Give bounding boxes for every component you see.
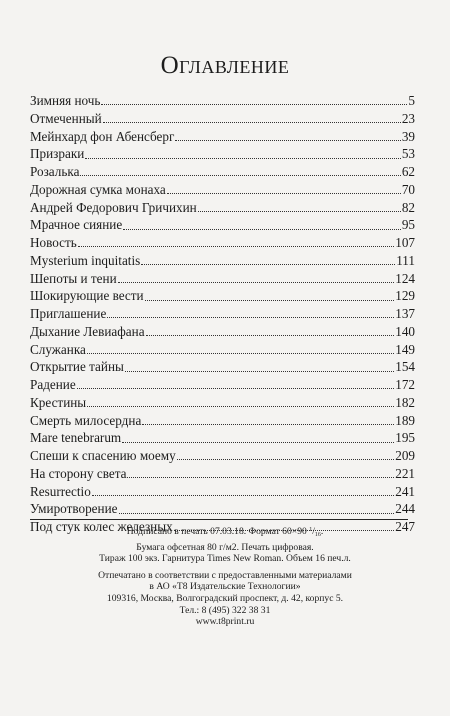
toc-entry <box>30 181 415 199</box>
toc-entry <box>30 376 415 394</box>
toc-entry-page: 39 <box>401 128 415 144</box>
imprint-printer: в АО «Т8 Издательские Технологии» <box>149 581 301 593</box>
toc-entry-title: Resurrectio <box>30 483 91 499</box>
toc-leader-dots <box>142 424 394 425</box>
toc-entry-page: 137 <box>395 306 415 321</box>
page-title: Оглавление <box>160 52 290 79</box>
toc-entry-page: 5 <box>408 93 415 108</box>
toc-leader-dots <box>177 459 395 460</box>
imprint-printed-note: Отпечатано в соответствии с предоставленными материалами <box>98 569 352 581</box>
toc-entry-title: Приглашение <box>30 306 107 321</box>
toc-entry-page: 149 <box>395 341 415 357</box>
toc-entry <box>30 92 415 110</box>
toc-entry-title: Мрачное сияние <box>30 217 123 233</box>
toc-entry-title: Mare tenebrarum <box>30 430 122 446</box>
toc-entry-page: 107 <box>395 235 415 250</box>
toc-entry-page: 172 <box>395 377 415 392</box>
toc-entry-page: 124 <box>395 270 415 286</box>
toc-entry-page: 53 <box>401 146 415 162</box>
toc-entry-page: 195 <box>395 430 415 446</box>
toc-entry <box>30 163 415 181</box>
toc-entry <box>30 323 415 341</box>
toc-leader-dots <box>175 140 400 141</box>
toc-entry <box>30 500 415 518</box>
toc-entry <box>30 145 415 163</box>
toc-entry-title: Шокирующие вести <box>30 288 144 304</box>
toc-entry <box>30 412 415 430</box>
toc-entry-title: Радение <box>30 377 76 392</box>
toc-entry-title: Призраки <box>30 146 85 162</box>
toc-entry-page: 221 <box>395 465 415 481</box>
format-fraction-denominator: 16 <box>314 532 321 538</box>
toc-entry-page: 244 <box>395 501 415 517</box>
toc-leader-dots <box>198 211 401 212</box>
toc-entry-title: Крестины <box>30 394 87 410</box>
toc-entry-title: Дорожная сумка монаха <box>30 181 166 197</box>
toc-leader-dots <box>101 104 407 105</box>
toc-entry-page: 241 <box>395 483 415 499</box>
toc-entry <box>30 110 415 128</box>
imprint-print-date: Подписано в печать 07.03.18. Формат 60×90 <box>126 526 310 537</box>
toc-entry <box>30 483 415 501</box>
toc-entry <box>30 358 415 376</box>
imprint-website: www.t8print.ru <box>195 616 255 628</box>
toc-entry-page: 140 <box>395 323 415 339</box>
toc-entry-title: Под стук колес железных <box>30 519 173 534</box>
toc-entry-title: Дыхание Левиафана <box>30 323 145 339</box>
toc-entry-title: Зимняя ночь <box>30 93 101 108</box>
toc-entry <box>30 234 415 252</box>
imprint-address: 109316, Москва, Волгоградский проспект, д. 42, корпус 5. <box>106 592 344 604</box>
imprint-phone: Тел.: 8 (495) 322 38 31 <box>179 604 271 616</box>
toc-leader-dots <box>118 282 395 283</box>
toc-leader-dots <box>145 300 395 301</box>
table-of-contents <box>30 92 415 536</box>
toc-entry-page: 23 <box>401 110 415 126</box>
toc-leader-dots <box>103 122 401 123</box>
toc-entry <box>30 128 415 146</box>
toc-leader-dots <box>123 229 401 230</box>
toc-leader-dots <box>127 477 394 478</box>
toc-entry <box>30 287 415 305</box>
toc-leader-dots <box>107 317 394 318</box>
toc-entry <box>30 447 415 465</box>
toc-leader-dots <box>92 495 394 496</box>
toc-leader-dots <box>80 175 400 176</box>
toc-entry-title: На сторону света <box>30 465 127 481</box>
toc-entry-title: Шепоты и тени <box>30 270 117 286</box>
toc-entry <box>30 305 415 323</box>
toc-entry-title: Mysterium inquitatis <box>30 252 141 268</box>
toc-entry-page: 189 <box>395 412 415 428</box>
toc-leader-dots <box>125 371 394 372</box>
imprint-print-format: Подписано в печать 07.03.18. Формат 60×90 $^1/_{16}$. <box>126 526 324 538</box>
toc-leader-dots <box>77 388 395 389</box>
toc-entry-title: Смерть милосердна <box>30 412 142 428</box>
divider-line <box>30 519 408 520</box>
toc-entry-title: Служанка <box>30 341 86 357</box>
toc-entry <box>30 199 415 217</box>
toc-entry <box>30 341 415 359</box>
toc-entry <box>30 429 415 447</box>
toc-leader-dots <box>78 246 394 247</box>
toc-entry-page: 62 <box>401 164 415 179</box>
toc-entry-page: 247 <box>395 519 415 534</box>
toc-leader-dots <box>119 513 395 514</box>
toc-entry-page: 70 <box>401 181 415 197</box>
toc-entry-page: 154 <box>395 359 415 375</box>
toc-entry-page: 82 <box>401 199 415 215</box>
imprint-block <box>60 525 390 628</box>
imprint-circulation: Тираж 100 экз. Гарнитура Times New Roman. Объем 16 печ.л. <box>99 553 351 565</box>
toc-leader-dots <box>141 264 395 265</box>
toc-entry-title: Отмеченный <box>30 110 102 126</box>
toc-leader-dots <box>87 406 394 407</box>
imprint-paper: Бумага офсетная 80 г/м2. Печать цифровая. <box>136 541 314 553</box>
toc-entry-page: 95 <box>401 217 415 233</box>
toc-entry-title: Андрей Федорович Гричихин <box>30 199 197 215</box>
toc-entry <box>30 252 415 270</box>
toc-entry-page: 111 <box>396 252 415 268</box>
imprint-format-suffix: . <box>320 526 324 537</box>
toc-leader-dots <box>146 335 395 336</box>
toc-entry <box>30 270 415 288</box>
toc-entry-title: Мейнхард фон Абенсберг <box>30 128 175 144</box>
toc-entry-title: Розалька <box>30 164 80 179</box>
toc-leader-dots <box>85 158 401 159</box>
toc-entry-page: 182 <box>395 394 415 410</box>
toc-entry-title: Умиротворение <box>30 501 118 517</box>
toc-entry <box>30 216 415 234</box>
toc-entry-page: 129 <box>395 288 415 304</box>
toc-leader-dots <box>122 442 394 443</box>
toc-entry <box>30 394 415 412</box>
toc-entry-title: Новость <box>30 235 77 250</box>
toc-entry-title: Спеши к спасению моему <box>30 448 176 463</box>
toc-entry <box>30 465 415 483</box>
toc-entry-title: Открытие тайны <box>30 359 124 375</box>
toc-entry-page: 209 <box>395 448 415 463</box>
toc-leader-dots <box>87 353 394 354</box>
toc-leader-dots <box>167 193 401 194</box>
format-fraction-numerator: 1 <box>309 527 313 533</box>
